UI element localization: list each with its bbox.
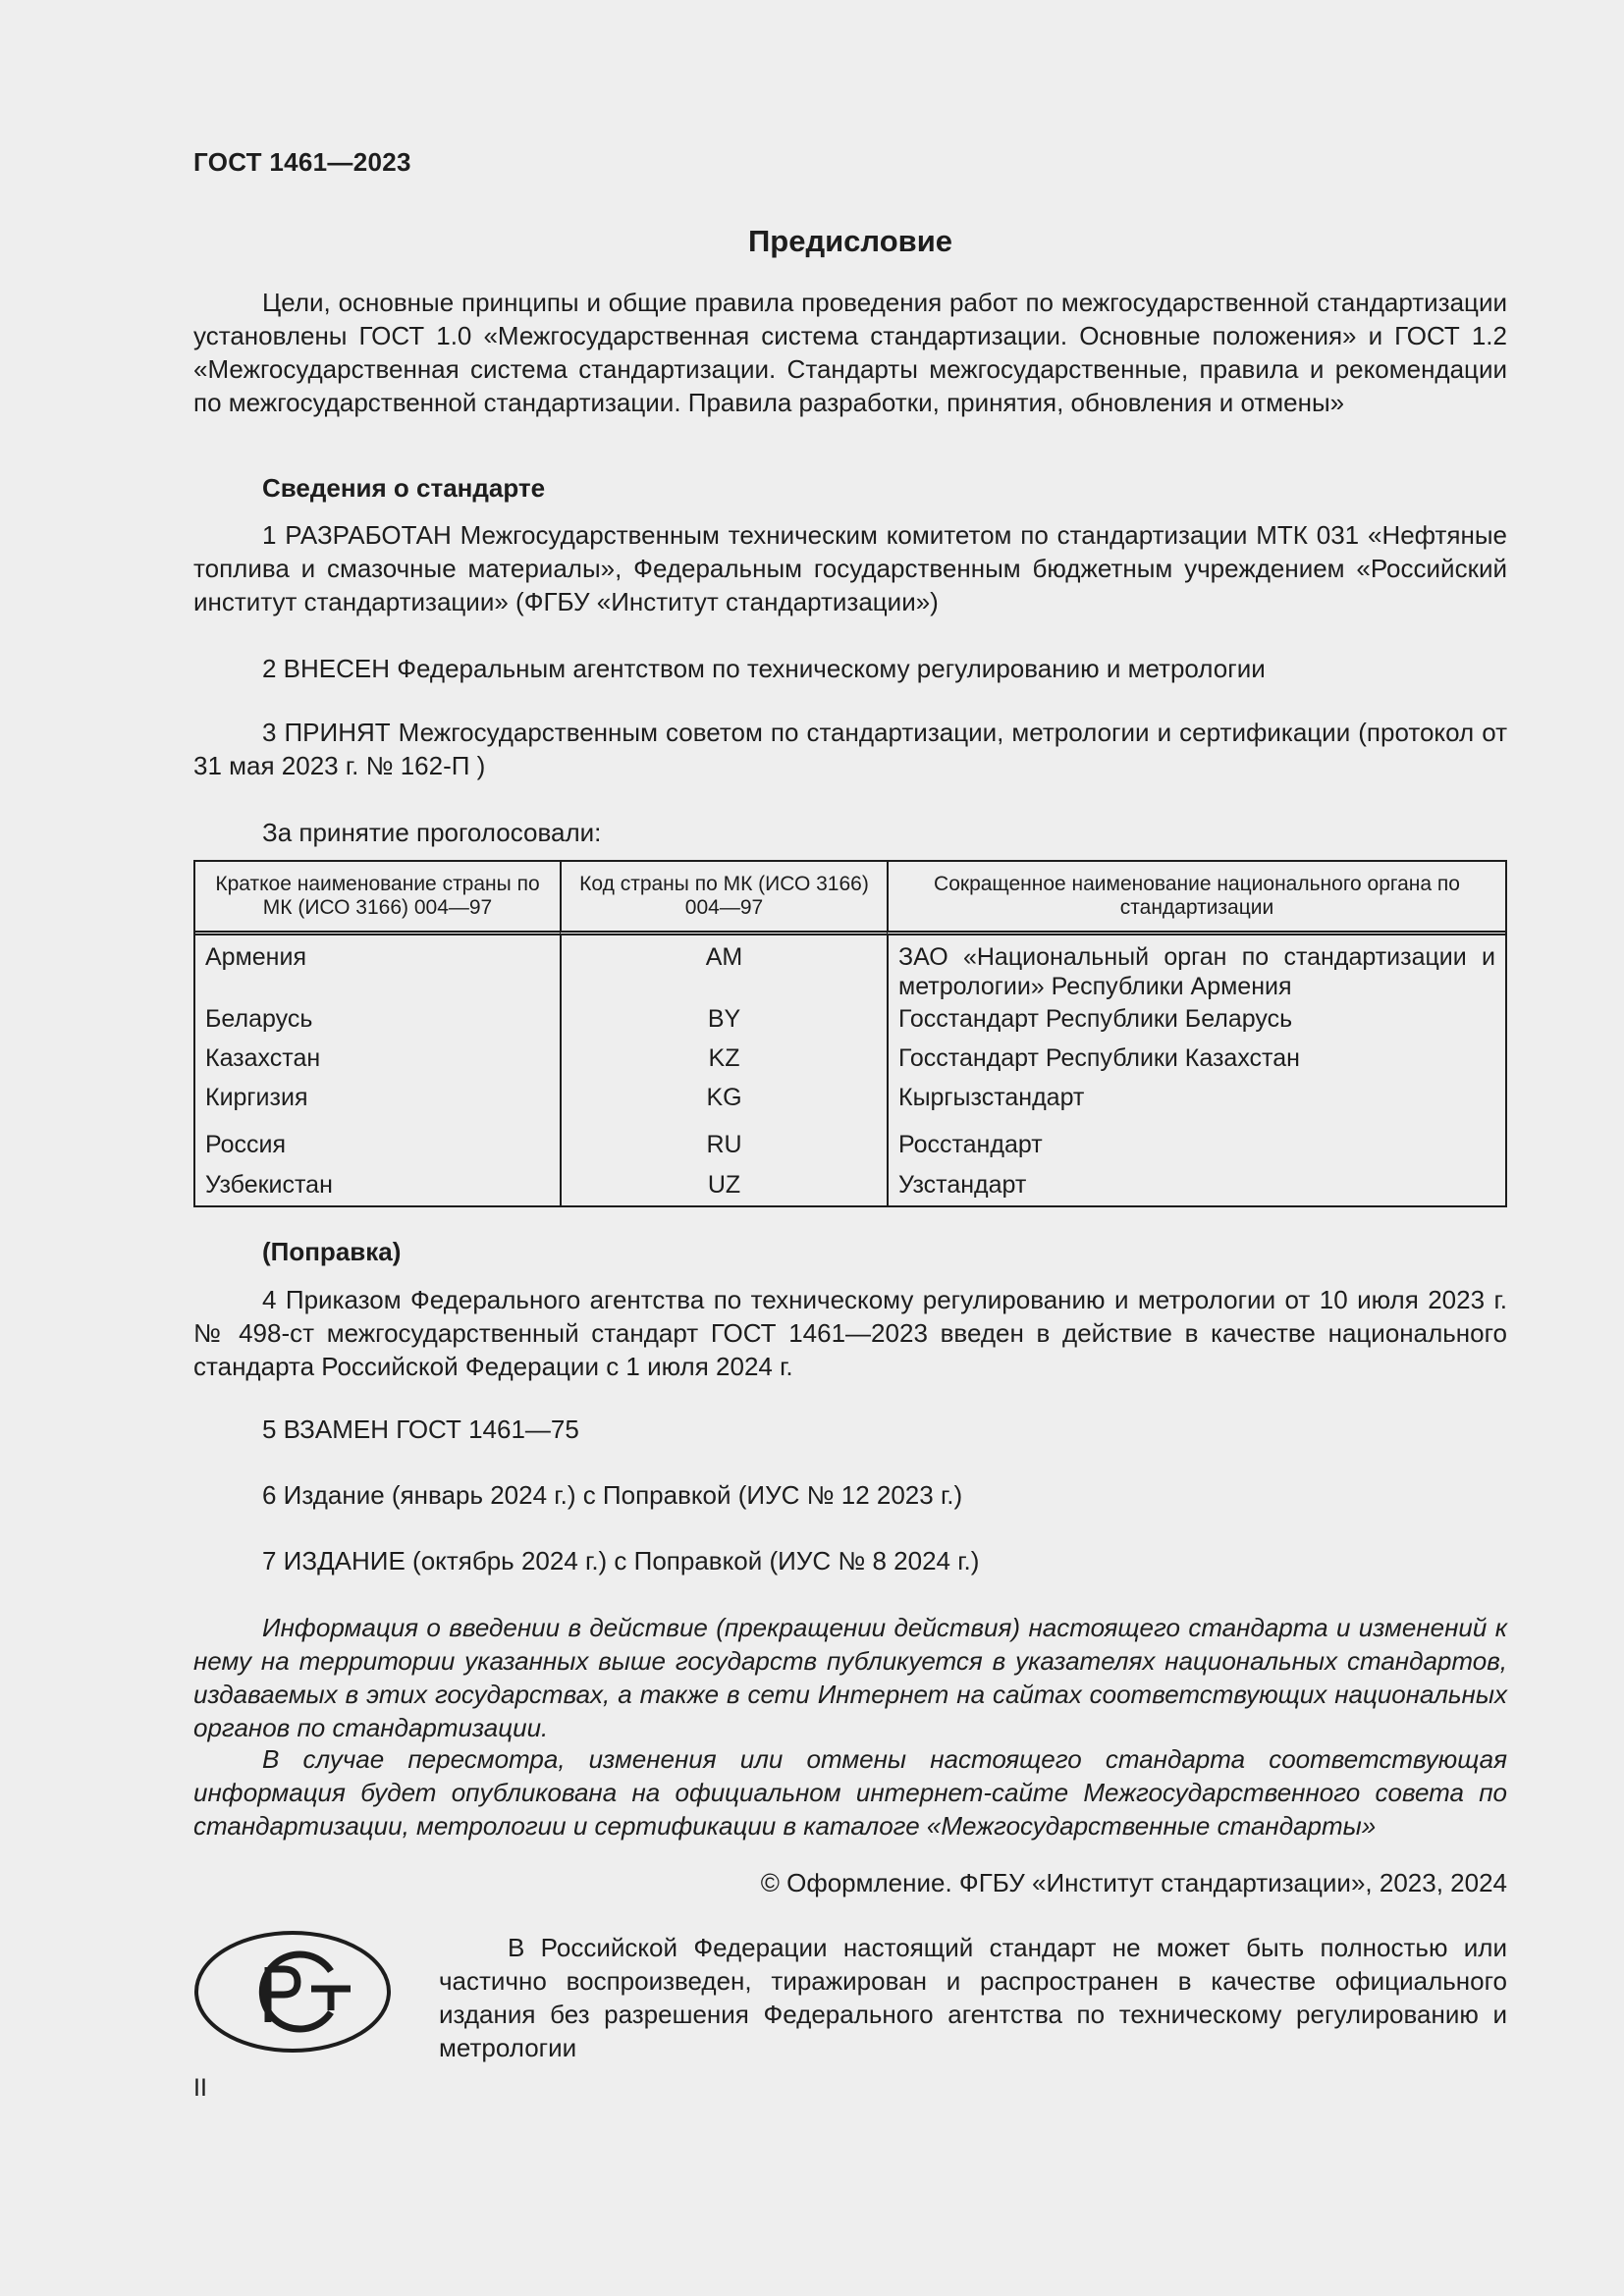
copyright-line: © Оформление. ФГБУ «Институт стандартизации», 2023, 2024: [760, 1868, 1507, 1897]
table-row: [195, 1083, 1505, 1130]
amendment-heading: (Поправка): [262, 1237, 402, 1266]
cell-country: Узбекистан: [205, 1171, 333, 1199]
page-number: II: [193, 2074, 207, 2102]
header-code: Код страны по МК (ИСО 3166) 004—97: [560, 862, 887, 935]
cell-code: BY: [560, 1004, 887, 1043]
table-row: [195, 935, 1505, 1004]
cell-org: Узстандарт: [887, 1170, 1505, 1205]
table-row: [195, 1170, 1505, 1205]
votes-label: За принятие проголосовали:: [262, 818, 602, 847]
cell-org: ЗАО «Национальный орган по стандартизации и метрологии» Республики Армения: [887, 935, 1505, 1004]
cell-country: Киргизия: [205, 1084, 308, 1111]
header-country: Краткое наименование страны по МК (ИСО 3166) 004—97: [195, 862, 560, 935]
cell-code: AM: [560, 935, 887, 1004]
info-italic-paragraph-2: В случае пересмотра, изменения или отмены настоящего стандарта соответствующая информация будет опубликована на официальном интернет-сайте Межгосударственного совета по стандартизации, метрологии и сертификации в каталоге «Межгосударственные стандарты»: [193, 1744, 1507, 1841]
rst-mark-icon: [193, 1930, 392, 2058]
table-row: [195, 1004, 1505, 1043]
item-2-submitted: 2 ВНЕСЕН Федеральным агентством по техническому регулированию и метрологии: [262, 654, 1266, 683]
table-row: [195, 1043, 1505, 1083]
cell-org: Росстандарт: [887, 1130, 1505, 1170]
table-row: [195, 1130, 1505, 1170]
item-5-replaces: 5 ВЗАМЕН ГОСТ 1461—75: [262, 1415, 579, 1444]
header-org: Сокращенное наименование национального органа по стандартизации: [887, 862, 1505, 935]
cell-org: Госстандарт Республики Беларусь: [887, 1004, 1505, 1043]
info-italic-paragraph-1: Информация о введении в действие (прекращении действия) настоящего стандарта и изменений к нему на территории указанных выше государств публикуется в указателях национальных стандартов, издаваемых в этих государствах, а также в сети Интернет на сайтах соответствующих национальных органов по стандартизации.: [193, 1613, 1507, 1742]
table-header-row: [195, 862, 1505, 935]
intro-paragraph: Цели, основные принципы и общие правила проведения работ по межгосударственной стандартизации установлены ГОСТ 1.0 «Межгосударственная система стандартизации. Основные положения» и ГОСТ 1.2 «Межгосударственная система стандартизации. Стандарты межгосударственные, правила и рекомендации по межгосударственной стандартизации. Правила разработки, принятия, обновления и отмены»: [193, 288, 1507, 417]
item-3-adopted: 3 ПРИНЯТ Межгосударственным советом по стандартизации, метрологии и сертификации (протокол от 31 мая 2023 г. № 162-П ): [193, 718, 1507, 780]
item-7-edition: 7 ИЗДАНИЕ (октябрь 2024 г.) с Поправкой (ИУС № 8 2024 г.): [262, 1546, 980, 1575]
cell-country: Казахстан: [205, 1044, 321, 1072]
votes-table: [193, 860, 1507, 1207]
cell-country: Россия: [205, 1131, 286, 1158]
cell-code: KZ: [560, 1043, 887, 1083]
cell-country: Армения: [205, 943, 306, 971]
info-heading: Сведения о стандарте: [262, 473, 546, 503]
item-4-enacted: 4 Приказом Федерального агентства по техническому регулированию и метрологии от 10 июля 2023 г. № 498-ст межгосударственный стандарт ГОСТ 1461—2023 введен в действие в качестве национального стандарта Российской Федерации с 1 июля 2024 г.: [193, 1285, 1507, 1381]
reproduction-notice: В Российской Федерации настоящий стандарт не может быть полностью или частично воспроизведен, тиражирован и распространен в качестве официального издания без разрешения Федерального агентства по техническому регулированию и метрологии: [439, 1933, 1507, 2062]
cell-country: Беларусь: [205, 1005, 313, 1033]
cell-org: Госстандарт Республики Казахстан: [887, 1043, 1505, 1083]
cell-code: KG: [560, 1083, 887, 1130]
cell-code: RU: [560, 1130, 887, 1170]
cell-code: UZ: [560, 1170, 887, 1205]
cell-org: Кыргызстандарт: [887, 1083, 1505, 1130]
standard-code-header: ГОСТ 1461—2023: [193, 147, 411, 177]
item-6-edition: 6 Издание (январь 2024 г.) с Поправкой (ИУС № 12 2023 г.): [262, 1480, 963, 1510]
page-title: Предисловие: [747, 224, 952, 258]
item-1-developed: 1 РАЗРАБОТАН Межгосударственным техническим комитетом по стандартизации МТК 031 «Нефтяные топлива и смазочные материалы», Федеральным государственным бюджетным учреждением «Российский институт стандартизации» (ФГБУ «Институт стандартизации»): [193, 520, 1507, 616]
